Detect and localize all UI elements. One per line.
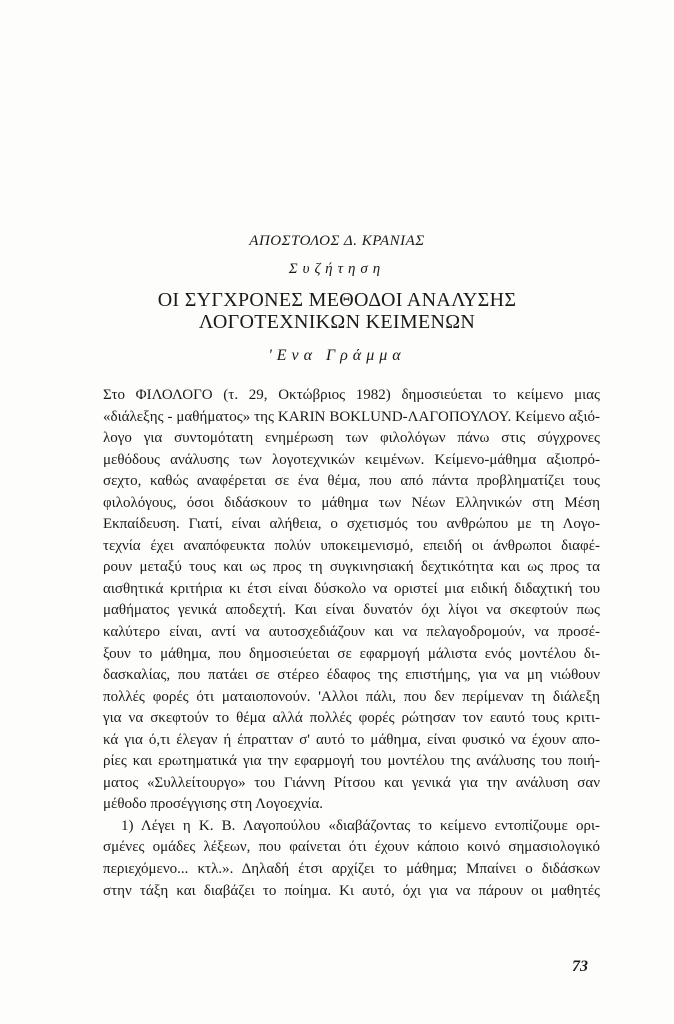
section-label: Συζήτηση xyxy=(288,261,386,277)
article-subtitle: 'Ενα Γράμμα xyxy=(268,347,406,364)
body-line: για να σκεφτούν το θέμα αλλά πολλές φορές ρώτησαν τον εαυτό τους κριτι- xyxy=(103,710,600,727)
body-line: 1) Λέγει η Κ. Β. Λαγοπούλου «διαβάζοντας το κείμενο εντοπίζουμε ορι- xyxy=(121,817,600,834)
body-line: ρουν μεταξύ τους και ως προς τη συγκινησιακή δεχτικότητα και ως προς τα xyxy=(103,559,600,576)
body-line: κά για ό,τι έλεγαν ή έπρατταν σ' αυτό το μάθημα, είναι φυσικό να έχουν απο- xyxy=(103,731,600,748)
body-line: σεχτο, καθώς αναφέρεται σε ένα θέμα, που από πάντα προβληματίζει τους xyxy=(103,473,600,490)
body-line: μεθόδους ανάλυσης των λογοτεχνικών κειμένων. Κείμενο-μάθημα αξιοπρό- xyxy=(103,451,600,468)
body-line: Στο ΦΙΛΟΛΟΓΟ (τ. 29, Οκτώβριος 1982) δημοσιεύεται το κείμενο μιας xyxy=(103,387,600,403)
body-line: στην τάξη και διαβάζει το ποίημα. Κι αυτό, όχι για να πάρουν οι μαθητές xyxy=(103,882,600,899)
article-title xyxy=(0,289,674,333)
body-line: μαθήματος γενικά αποδεχτή. Και είναι δυνατόν όχι λίγοι να σκεφτούν πως xyxy=(103,602,600,619)
author-name: ΑΠΟΣΤΟΛΟΣ Δ. ΚΡΑΝΙΑΣ xyxy=(249,233,425,249)
title-line: ΛΟΓΟΤΕΧΝΙΚΩΝ ΚΕΙΜΕΝΩΝ xyxy=(198,311,476,333)
body-line: αισθητικά κριτήρια κι έτσι είναι δύσκολο να οριστεί μια ειδική διδαχτική του xyxy=(103,580,600,597)
body-line: Εκπαίδευση. Γιατί, είναι αλήθεια, ο σχετισμός του ανθρώπου με τη Λογο- xyxy=(103,516,600,533)
title-line: ΟΙ ΣΥΓΧΡΟΝΕΣ ΜΕΘΟΔΟΙ ΑΝΑΛΥΣΗΣ xyxy=(157,289,517,311)
body-line: ματος «Συλλείτουργο» του Γιάννη Ρίτσου και γενικά για την ανάλυση σαν xyxy=(103,774,600,791)
body-line: σμένες ομάδες λέξεων, που φαίνεται ότι έχουν κάποιο κοινό σημασιολογικό xyxy=(103,839,600,856)
body-line: δασκαλίας, που πατάει σε στέρεο έδαφος της επιστήμης, για να μη νιώθουν xyxy=(103,667,600,684)
body-line: λογο για συντομότατη ενημέρωση των φιλολόγων πάνω στις σύγχρονες xyxy=(103,430,600,447)
body-line: ρίες και ερωτηματικά για την εφαρμογή του μοντέλου της ανάλυσης του ποιή- xyxy=(103,753,600,770)
body-line: φιλολόγους, όσοι διδάσκουν το μάθημα των Νέων Ελληνικών στη Μέση xyxy=(103,494,600,511)
body-line: μέθοδο προσέγγισης στη Λογοεχνία. xyxy=(103,796,323,813)
body-line: πολλές φορές ότι ματαιοπονούν. 'Αλλοι πάλι, που δεν περίμεναν τη διάλεξη xyxy=(103,688,600,705)
body-text xyxy=(103,385,600,902)
body-line: περιεχόμενο... κτλ.». Δηλαδή έτσι αρχίζει το μάθημα; Μπαίνει ο διδάσκων xyxy=(103,861,600,878)
body-line: καλύτερο είναι, αντί να αυτοσχεδιάζουν και να πελαγοδρομούν, να προσέ- xyxy=(103,624,600,641)
body-line: ξουν το μάθημα, που δημοσιεύεται σε εφαρμογή μάλιστα ενός μοντέλου δι- xyxy=(103,645,600,662)
page-number: 73 xyxy=(572,958,588,975)
body-line: τεχνία έχει αναπόφευκτα πολύν υποκειμενισμό, επειδή οι άνθρωποι διαφέ- xyxy=(103,537,600,554)
body-line: «διάλεξης - μαθήματος» της KARIN BOKLUND-ΛΑΓΟΠΟΥΛΟΥ. Κείμενο αξιό- xyxy=(103,408,600,425)
